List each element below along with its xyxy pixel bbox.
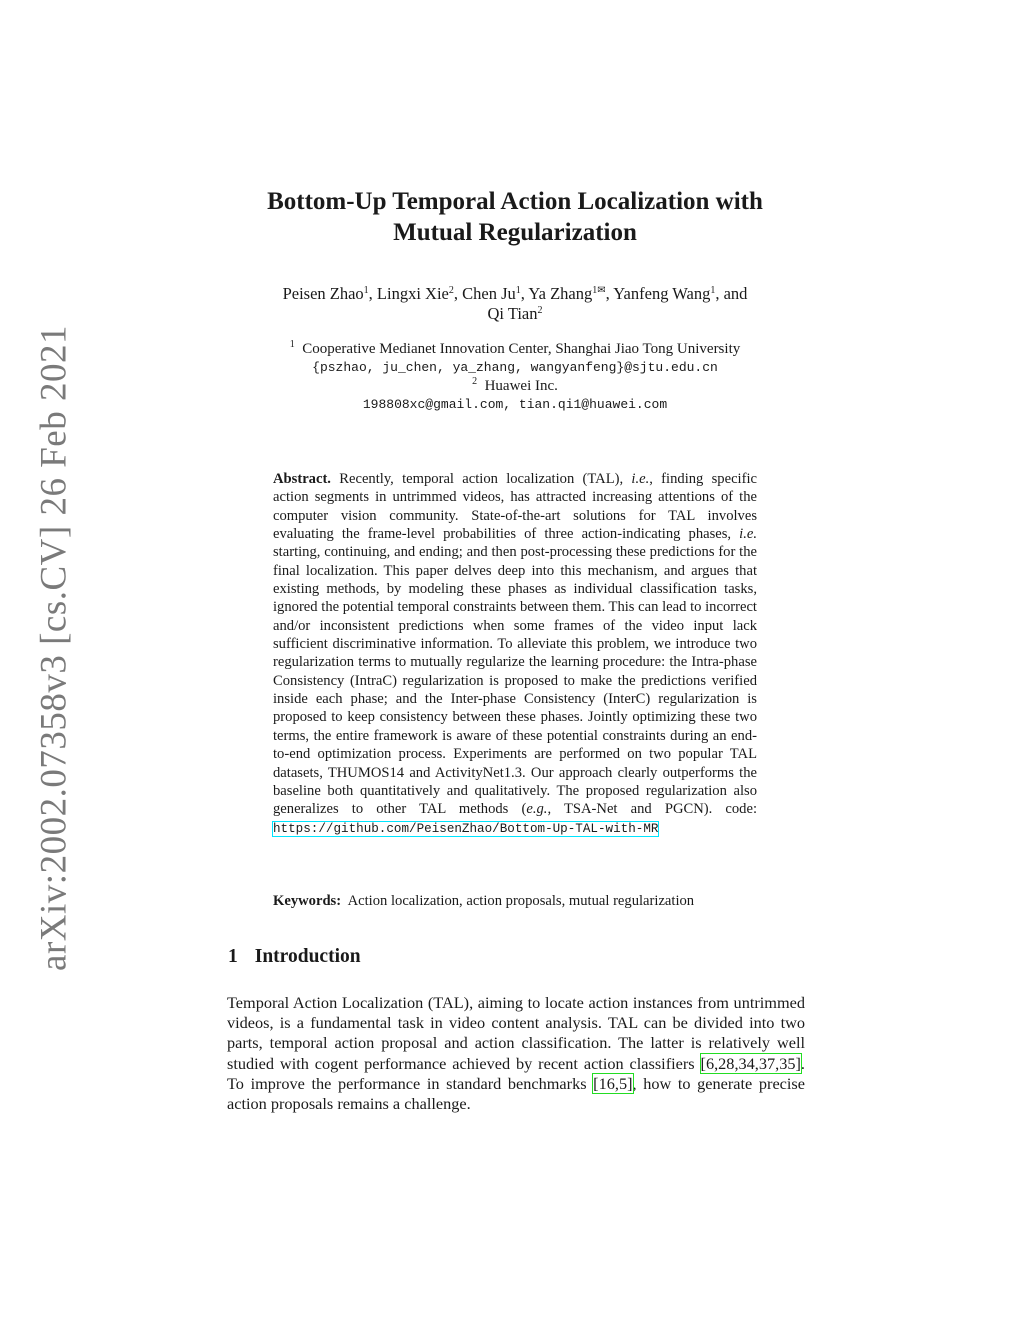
author-affil-mark: 1✉ [592,285,606,296]
abstract-text: , finding specific action segments in untrimmed videos, has attracted increasing attentions of the computer vision community. State-of-the-art solutions for TAL involves evaluating the frame-level probabilities of three action-indicating phases, [273,471,757,543]
keywords-text: Action localization, action proposals, mutual regularization [347,893,695,909]
author-affil-mark: 1 [710,285,716,296]
author-affil-mark: 2 [537,305,543,316]
abstract-label: Abstract. [273,471,331,487]
author-name: Qi Tian [487,304,538,323]
arxiv-stamp: arXiv:2002.07358v3 [cs.CV] 26 Feb 2021 [33,325,75,971]
author-conjunction: and [723,284,748,303]
abstract-ie: i.e. [631,471,650,487]
author-list: Peisen Zhao$^1$, Lingxi Xie$^2$, Chen Ju$^1$, Ya Zhang$^{1✉}$, Yanfeng Wang$^1$, and Qi Tian$^2$ [282,284,748,323]
affiliation-1-email: {pszhao, ju_chen, ya_zhang, wangyanfeng}@sjtu.edu.cn [312,359,718,375]
affiliation-text: Cooperative Medianet Innovation Center, Shanghai Jiao Tong University [302,341,741,357]
author-name: Peisen Zhao [282,284,364,303]
intro-text: Temporal Action Localization (TAL), aiming to locate action instances from untrimmed videos, is a fundamental task in video content analysis. TAL can be divided into two parts, temporal action proposal and action classification. The latter is relatively well studied with cogent performance achieved by recent action classifiers [227,993,805,1073]
affiliation-mark: 1 [289,339,295,350]
intro-text: . To improve the performance in standard benchmarks [227,1053,805,1093]
abstract-text: , TSA-Net and PGCN). code: [547,801,758,818]
intro-paragraph [227,993,805,1114]
abstract-eg: e.g. [526,801,548,818]
citation-link[interactable]: [16,5] [593,1073,633,1093]
citation-link[interactable]: [6,28,34,37,35] [700,1053,801,1073]
affiliation-mark: 2 [472,376,478,387]
author-name: Lingxi Xie [376,284,449,303]
affiliation-2 [230,377,800,396]
author-affil-mark: 1 [515,285,521,296]
affiliation-text: Huawei Inc. [484,378,558,394]
title-line-2: Mutual Regularization [393,219,637,246]
author-name: Ya Zhang [528,284,593,303]
section-heading [228,946,361,968]
keywords [273,892,763,910]
abstract [273,470,757,838]
paper-title [220,186,810,248]
intro-text: , how to generate precise action proposals remains a challenge. [227,1073,805,1114]
author-name: Chen Ju [462,284,516,303]
section-title-text: Introduction [254,946,361,967]
author-affil-mark: 2 [448,285,454,296]
abstract-text: Recently, temporal action localization (TAL), [330,471,632,487]
keywords-label: Keywords: [273,893,342,909]
affiliation-1 [230,340,800,359]
title-line-1: Bottom-Up Temporal Action Localization with [267,188,763,215]
abstract-text: starting, continuing, and ending; and then post-processing these predictions for the final localization. This paper delves deep into this mechanism, and argues that existing methods, by modeling these phases as individual classification tasks, ignored the potential temporal constraints between them. This can lead to incorrect and/or inconsistent predictions when some frames of the video input lack sufficient discriminative information. To alleviate this problem, we introduce two regularization terms to mutually regularize the learning procedure: the Intra-phase Consistency (IntraC) regularization is proposed to make the predictions verified inside each phase; and the Inter-phase Consistency (InterC) regularization is proposed to keep consistency between these phases. Jointly optimizing these two terms, the entire framework is aware of these potential constraints during an end-to-end optimization process. Experiments are performed on two popular TAL datasets, THUMOS14 and ActivityNet1.3. Our approach clearly outperforms the baseline both quantitatively and qualitatively. The proposed regularization also generalizes to other TAL methods ( [273,544,757,818]
abstract-ie: i.e. [739,526,757,543]
author-name: Yanfeng Wang [613,284,711,303]
code-link[interactable]: https://github.com/PeisenZhao/Bottom-Up-TAL-with-MR [273,821,659,836]
author-affil-mark: 1 [363,285,369,296]
section-number: 1 [228,946,238,967]
affiliations [230,340,800,414]
affiliation-2-email: 198808xc@gmail.com, tian.qi1@huawei.com [362,396,668,412]
